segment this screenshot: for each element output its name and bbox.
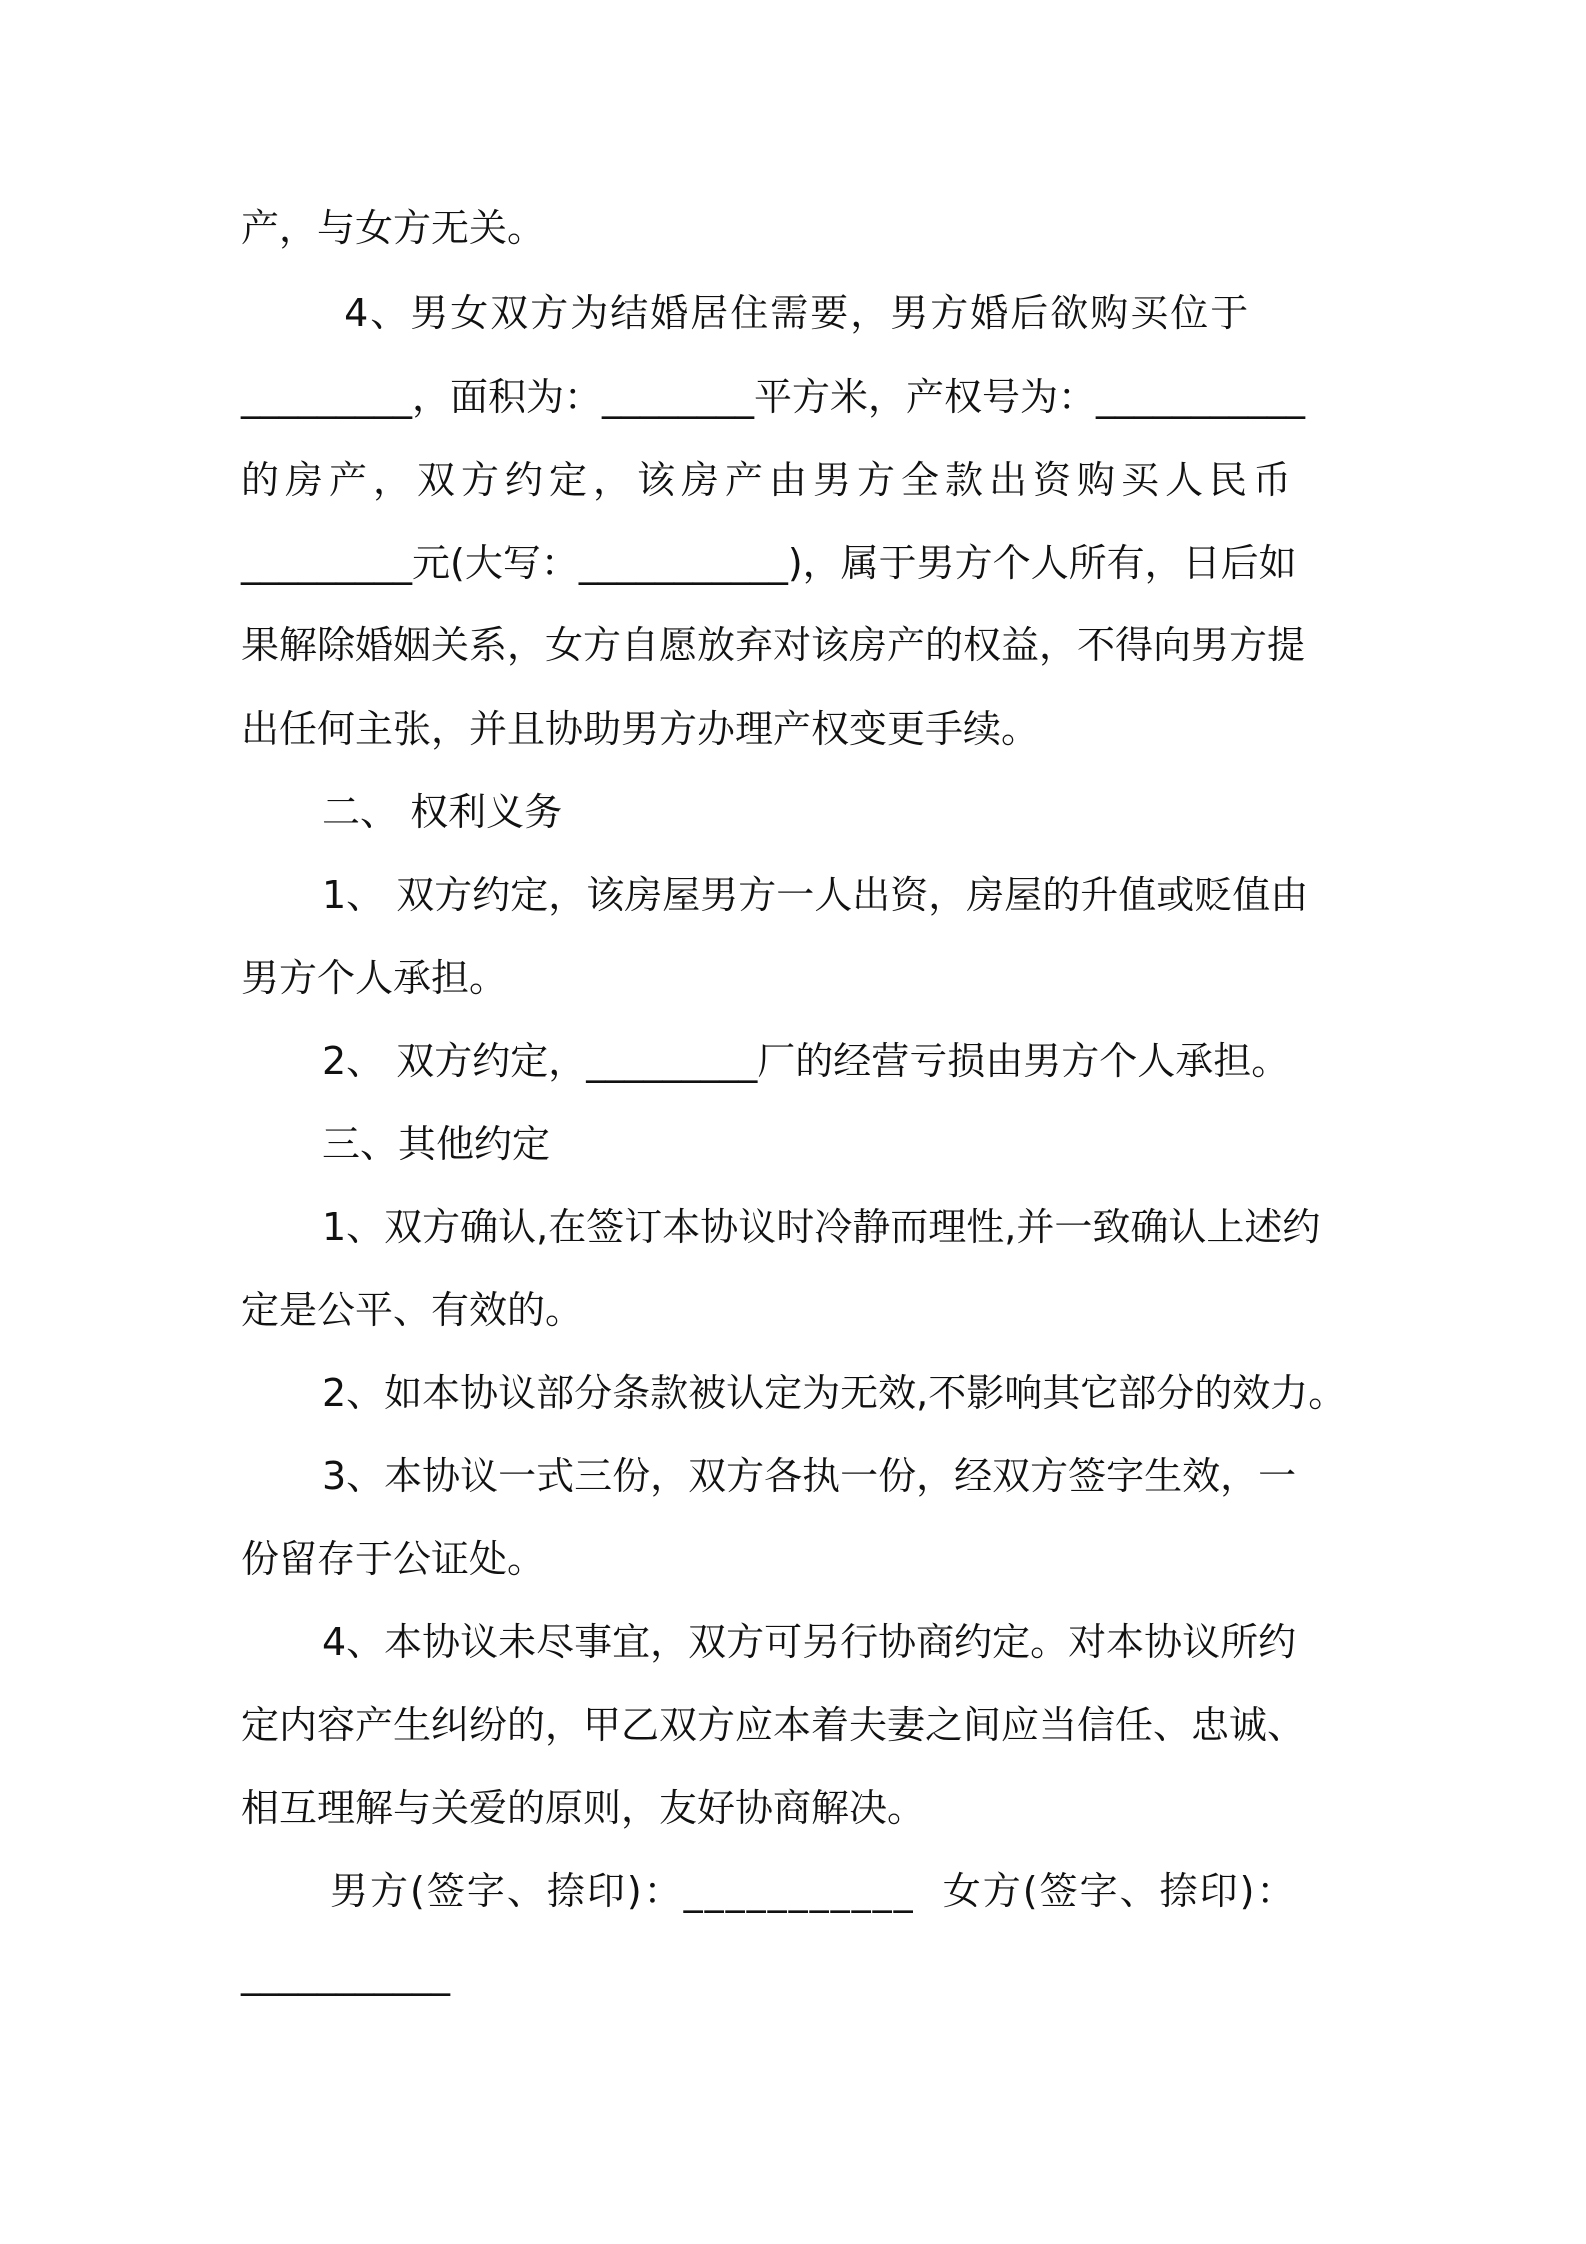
text-line-19: 定内容产生纠纷的，甲乙双方应本着夫妻之间应当信任、忠诚、 — [241, 1703, 1306, 1747]
text-line-16: 3、本协议一式三份，双方各执一份，经双方签字生效，一 — [322, 1454, 1297, 1498]
text-line-18: 4、本协议未尽事宜，双方可另行协商约定。对本协议所约 — [322, 1620, 1297, 1664]
text-line-17: 份留存于公证处。 — [241, 1537, 546, 1581]
text-line-20: 相互理解与关爱的原则，友好协商解决。 — [241, 1786, 926, 1830]
signature-blank: ___________ — [241, 1952, 450, 1996]
text-line-7: 出任何主张，并且协助男方办理产权变更手续。 — [241, 707, 1040, 751]
text-line-11: 2、 双方约定，_________厂的经营亏损由男方个人承担。 — [322, 1039, 1290, 1083]
text-line-9: 1、 双方约定，该房屋男方一人出资，房屋的升值或贬值由 — [322, 873, 1309, 917]
section-heading-2: 二、 权利义务 — [322, 790, 563, 834]
text-line-5: _________元(大写：___________)，属于男方个人所有，日后如 — [241, 541, 1297, 585]
text-line-14: 定是公平、有效的。 — [241, 1288, 584, 1332]
section-heading-3: 三、其他约定 — [322, 1122, 551, 1166]
text-line-15: 2、如本协议部分条款被认定为无效,不影响其它部分的效力。 — [322, 1371, 1347, 1415]
text-line-3: _________，面积为：________平方米，产权号为：___________ — [241, 375, 1306, 419]
text-line-4: 的房产，双方约定，该房产由男方全款出资购买人民币 — [241, 458, 1298, 502]
text-line-2: 4、男女双方为结婚居住需要，男方婚后欲购买位于 — [330, 291, 1251, 335]
text-line-13: 1、双方确认,在签订本协议时冷静而理性,并一致确认上述约 — [322, 1205, 1321, 1249]
text-line-6: 果解除婚姻关系，女方自愿放弃对该房产的权益，不得向男方提 — [241, 623, 1306, 667]
signature-line: 男方(签字、捺印)：___________ 女方(签字、捺印)： — [330, 1869, 1297, 1913]
text-line-1: 产，与女方无关。 — [241, 206, 546, 250]
text-line-10: 男方个人承担。 — [241, 956, 508, 1000]
